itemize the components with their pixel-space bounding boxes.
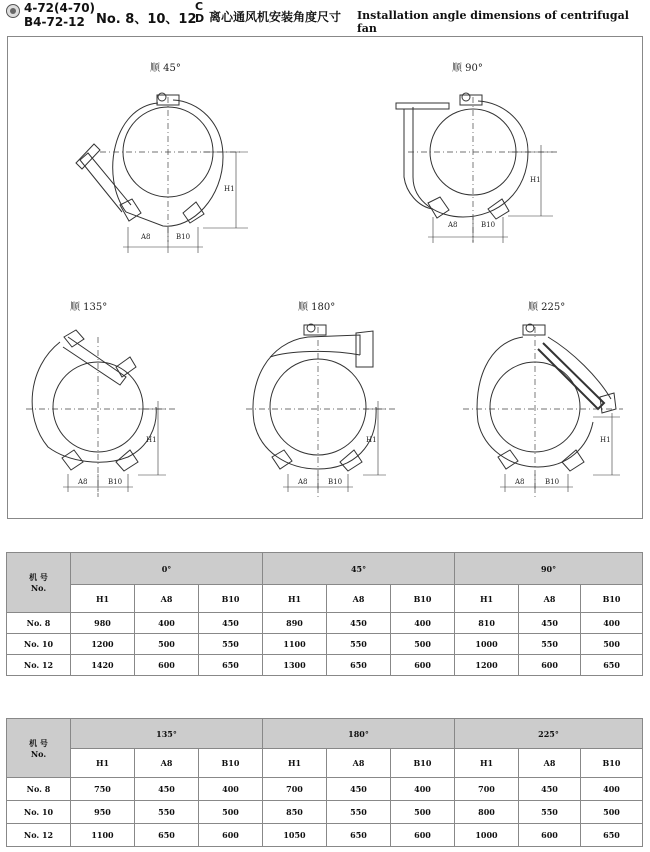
dim-b10: B10 [328, 478, 343, 486]
group-header: 180° [263, 719, 455, 749]
table-row [7, 778, 643, 801]
table-cell: 450 [327, 778, 391, 801]
fan-diagram-225 [463, 300, 623, 497]
table-cell: 500 [135, 634, 199, 655]
table-cell: 450 [135, 778, 199, 801]
table-cell: 1100 [263, 634, 327, 655]
table-cell: 600 [519, 824, 581, 847]
fan-diagram-180 [246, 300, 398, 497]
models-line-2: B4-72-12 [24, 15, 85, 29]
diagram-label: 顺 90° [452, 63, 483, 74]
table-cell: 550 [199, 634, 263, 655]
table-cell: 950 [71, 801, 135, 824]
row-label: No. 12 [7, 824, 71, 847]
dim-a8: A8 [448, 221, 458, 229]
fan-diagram-135 [26, 300, 178, 497]
table-cell: 1200 [455, 655, 519, 676]
table-cell: 650 [581, 824, 643, 847]
table-cell: 500 [391, 634, 455, 655]
sub-header: A8 [519, 749, 581, 778]
sub-header: A8 [327, 585, 391, 613]
table-cell: 550 [327, 801, 391, 824]
table-cell: 550 [519, 801, 581, 824]
group-header: 45° [263, 553, 455, 585]
fan-diagram-45 [76, 61, 248, 253]
table-row [7, 655, 643, 676]
row-label: No. 10 [7, 801, 71, 824]
table-row [7, 824, 643, 847]
row-label: No. 10 [7, 634, 71, 655]
table-cell: 500 [199, 801, 263, 824]
dim-h1: H1 [224, 185, 235, 193]
table-cell: 1000 [455, 634, 519, 655]
diagram-panel [7, 36, 643, 519]
row-label: No. 12 [7, 655, 71, 676]
table-cell: 1200 [71, 634, 135, 655]
table-cell: 500 [581, 634, 643, 655]
table-cell: 890 [263, 613, 327, 634]
table-cell: 980 [71, 613, 135, 634]
group-header: 135° [71, 719, 263, 749]
suffix-top: C [195, 0, 204, 13]
bullet-icon [6, 4, 20, 18]
table-cell: 450 [519, 613, 581, 634]
dim-a8: A8 [298, 478, 308, 486]
table-cell: 650 [199, 655, 263, 676]
row-label: No. 8 [7, 778, 71, 801]
diagram-label: 顺 135° [70, 302, 108, 313]
table-cell: 600 [199, 824, 263, 847]
fan-numbers: No. 8、10、12 [96, 12, 197, 27]
dim-b10: B10 [545, 478, 560, 486]
dim-a8: A8 [141, 233, 151, 241]
table-cell: 700 [455, 778, 519, 801]
table-cell: 400 [581, 778, 643, 801]
sub-header: H1 [455, 585, 519, 613]
page-header [0, 0, 650, 36]
table-cell: 650 [135, 824, 199, 847]
table-cell: 450 [199, 613, 263, 634]
table-cell: 1000 [455, 824, 519, 847]
dim-b10: B10 [481, 221, 496, 229]
dim-h1: H1 [530, 176, 541, 184]
dim-a8: A8 [78, 478, 88, 486]
dim-b10: B10 [108, 478, 123, 486]
dim-b10: B10 [176, 233, 191, 241]
sub-header: B10 [581, 749, 643, 778]
table-cell: 1420 [71, 655, 135, 676]
table-cell: 810 [455, 613, 519, 634]
table-cell: 550 [327, 634, 391, 655]
table-cell: 1100 [71, 824, 135, 847]
table-cell: 800 [455, 801, 519, 824]
table-cell: 400 [199, 778, 263, 801]
table-cell: 600 [519, 655, 581, 676]
sub-header: B10 [391, 585, 455, 613]
sub-header: A8 [135, 585, 199, 613]
table-row [7, 613, 643, 634]
table-cell: 500 [391, 801, 455, 824]
sub-header: B10 [391, 749, 455, 778]
table-cell: 700 [263, 778, 327, 801]
dimension-table-0-45-90 [6, 552, 643, 676]
dimension-table-135-180-225 [6, 718, 643, 847]
table-cell: 400 [581, 613, 643, 634]
sub-header: A8 [327, 749, 391, 778]
group-header: 90° [455, 553, 643, 585]
dim-h1: H1 [146, 436, 157, 444]
title-chinese: 离心通风机安装角度尺寸 [209, 10, 342, 24]
sub-header: B10 [581, 585, 643, 613]
table-cell: 600 [391, 824, 455, 847]
row-label: No. 8 [7, 613, 71, 634]
table-cell: 450 [327, 613, 391, 634]
table-cell: 550 [519, 634, 581, 655]
group-header: 225° [455, 719, 643, 749]
table-cell: 400 [391, 613, 455, 634]
table-row [7, 634, 643, 655]
dim-h1: H1 [600, 436, 611, 444]
sub-header: A8 [135, 749, 199, 778]
diagram-label: 顺 45° [150, 63, 181, 74]
sub-header: H1 [455, 749, 519, 778]
table-cell: 500 [581, 801, 643, 824]
fan-diagrams [8, 37, 642, 518]
table-cell: 450 [519, 778, 581, 801]
table-cell: 1050 [263, 824, 327, 847]
suffix-bottom: D [195, 12, 205, 25]
table-cell: 400 [391, 778, 455, 801]
table-cell: 650 [327, 655, 391, 676]
drive-suffix [195, 1, 204, 25]
table-cell: 600 [391, 655, 455, 676]
sub-header: H1 [71, 749, 135, 778]
title-english: Installation angle dimensions of centrifugal fan [357, 9, 629, 35]
table-cell: 400 [135, 613, 199, 634]
sub-header: B10 [199, 585, 263, 613]
table-cell: 850 [263, 801, 327, 824]
table-cell: 550 [135, 801, 199, 824]
group-header: 0° [71, 553, 263, 585]
table-cell: 1300 [263, 655, 327, 676]
sub-header: B10 [199, 749, 263, 778]
table-cell: 650 [581, 655, 643, 676]
diagram-label: 顺 180° [298, 302, 336, 313]
models-line-1: 4-72(4-70) [24, 1, 96, 15]
dim-a8: A8 [515, 478, 525, 486]
table-cell: 600 [135, 655, 199, 676]
table-row [7, 801, 643, 824]
diagram-label: 顺 225° [528, 302, 566, 313]
sub-header: A8 [519, 585, 581, 613]
table-cell: 750 [71, 778, 135, 801]
machine-no-header: 机 号 No. [7, 719, 71, 778]
sub-header: H1 [263, 749, 327, 778]
machine-no-header: 机 号 No. [7, 553, 71, 613]
sub-header: H1 [263, 585, 327, 613]
table-cell: 650 [327, 824, 391, 847]
sub-header: H1 [71, 585, 135, 613]
fan-diagram-90 [396, 61, 558, 243]
dim-h1: H1 [366, 436, 377, 444]
